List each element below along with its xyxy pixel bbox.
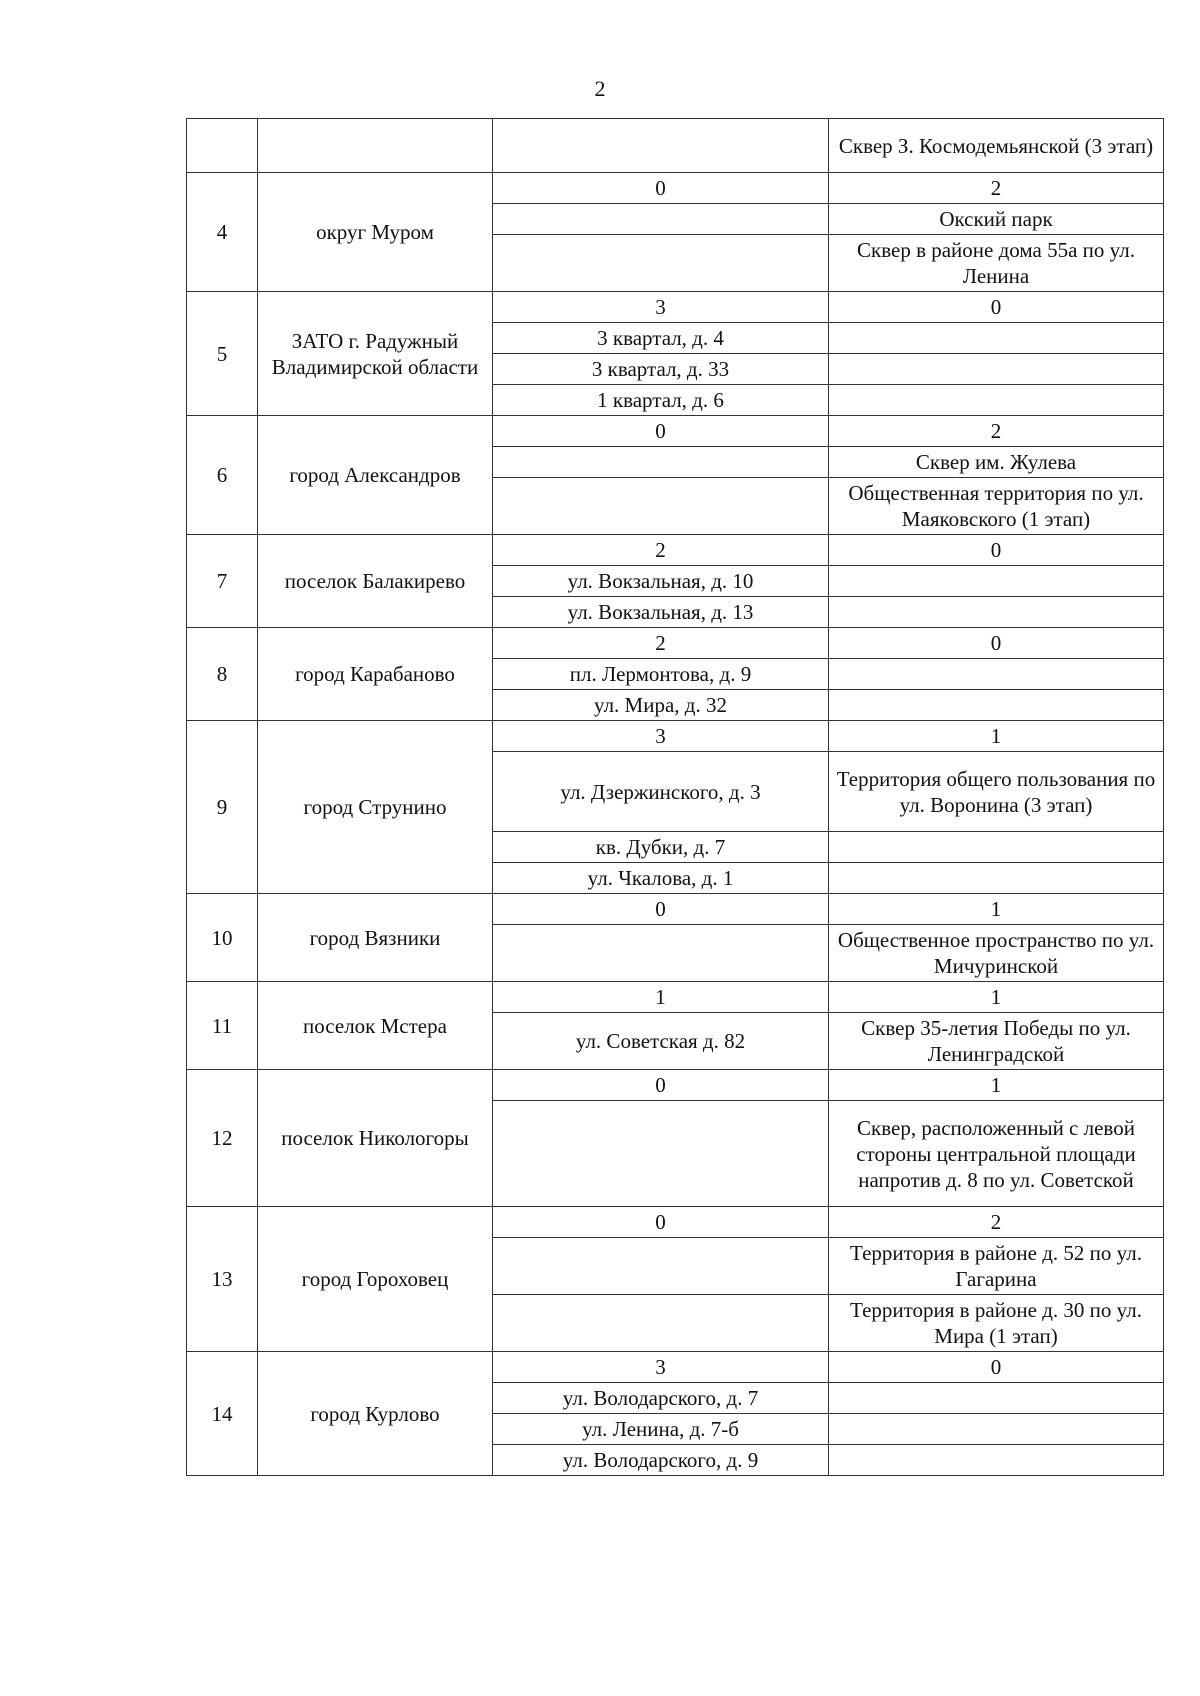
row-number: 6 xyxy=(187,416,258,535)
yards-count: 3 xyxy=(493,1352,829,1383)
table-row xyxy=(187,721,1164,752)
municipality-name: поселок Балакирево xyxy=(258,535,493,628)
yard-address: ул. Володарского, д. 7 xyxy=(493,1383,829,1414)
table-row xyxy=(187,1352,1164,1383)
table-row xyxy=(187,535,1164,566)
yard-address xyxy=(493,1101,829,1207)
table-row xyxy=(187,1070,1164,1101)
public-territory: Окский парк xyxy=(829,204,1164,235)
table-row xyxy=(187,119,1164,173)
municipality-name: город Гороховец xyxy=(258,1207,493,1352)
yard-address xyxy=(493,1295,829,1352)
public-count: 0 xyxy=(829,1352,1164,1383)
yard-address: ул. Вокзальная, д. 10 xyxy=(493,566,829,597)
yards-count: 2 xyxy=(493,628,829,659)
yards-count: 0 xyxy=(493,416,829,447)
yard-address xyxy=(493,119,829,173)
public-territory: Территория общего пользования по ул. Воронина (3 этап) xyxy=(829,752,1164,832)
row-number xyxy=(187,119,258,173)
public-count: 2 xyxy=(829,1207,1164,1238)
yard-address xyxy=(493,204,829,235)
public-territory xyxy=(829,385,1164,416)
municipality-name: город Струнино xyxy=(258,721,493,894)
page-number: 2 xyxy=(594,76,606,101)
yards-count: 2 xyxy=(493,535,829,566)
yard-address: 3 квартал, д. 33 xyxy=(493,354,829,385)
public-territory xyxy=(829,659,1164,690)
public-territory xyxy=(829,597,1164,628)
public-count: 2 xyxy=(829,416,1164,447)
municipality-name: ЗАТО г. Радужный Владимирской области xyxy=(258,292,493,416)
public-territory: Общественная территория по ул. Маяковского (1 этап) xyxy=(829,478,1164,535)
yard-address: ул. Чкалова, д. 1 xyxy=(493,863,829,894)
yard-address: ул. Дзержинского, д. 3 xyxy=(493,752,829,832)
yard-address xyxy=(493,235,829,292)
municipality-name: город Вязники xyxy=(258,894,493,982)
row-number: 8 xyxy=(187,628,258,721)
yard-address: кв. Дубки, д. 7 xyxy=(493,832,829,863)
municipality-name: город Александров xyxy=(258,416,493,535)
municipality-name xyxy=(258,119,493,173)
public-territory: Сквер им. Жулева xyxy=(829,447,1164,478)
table-row xyxy=(187,1207,1164,1238)
table-row xyxy=(187,416,1164,447)
public-territory xyxy=(829,863,1164,894)
public-territory: Общественное пространство по ул. Мичуринской xyxy=(829,925,1164,982)
public-territory: Территория в районе д. 52 по ул. Гагарина xyxy=(829,1238,1164,1295)
municipality-name: поселок Никологоры xyxy=(258,1070,493,1207)
yard-address: ул. Володарского, д. 9 xyxy=(493,1445,829,1476)
yard-address: ул. Вокзальная, д. 13 xyxy=(493,597,829,628)
yards-count: 3 xyxy=(493,721,829,752)
yards-count: 1 xyxy=(493,982,829,1013)
table-row xyxy=(187,292,1164,323)
public-count: 0 xyxy=(829,535,1164,566)
yard-address: ул. Мира, д. 32 xyxy=(493,690,829,721)
yard-address: 3 квартал, д. 4 xyxy=(493,323,829,354)
municipality-name: округ Муром xyxy=(258,173,493,292)
yard-address: ул. Советская д. 82 xyxy=(493,1013,829,1070)
public-territory xyxy=(829,832,1164,863)
yard-address xyxy=(493,925,829,982)
yard-address: 1 квартал, д. 6 xyxy=(493,385,829,416)
public-territory: Территория в районе д. 30 по ул. Мира (1 этап) xyxy=(829,1295,1164,1352)
public-territory: Сквер в районе дома 55а по ул. Ленина xyxy=(829,235,1164,292)
table-row xyxy=(187,894,1164,925)
public-territory: Сквер З. Космодемьянской (3 этап) xyxy=(829,119,1164,173)
public-territory xyxy=(829,690,1164,721)
public-territory xyxy=(829,1445,1164,1476)
public-territory: Сквер, расположенный с левой стороны центральной площади напротив д. 8 по ул. Советской xyxy=(829,1101,1164,1207)
public-count: 2 xyxy=(829,173,1164,204)
yards-count: 3 xyxy=(493,292,829,323)
municipality-name: город Курлово xyxy=(258,1352,493,1476)
row-number: 12 xyxy=(187,1070,258,1207)
public-territory xyxy=(829,1383,1164,1414)
table-row xyxy=(187,982,1164,1013)
row-number: 11 xyxy=(187,982,258,1070)
public-territory xyxy=(829,1414,1164,1445)
public-territory xyxy=(829,354,1164,385)
yard-address: пл. Лермонтова, д. 9 xyxy=(493,659,829,690)
public-territory: Сквер 35-летия Победы по ул. Ленинградской xyxy=(829,1013,1164,1070)
row-number: 4 xyxy=(187,173,258,292)
yard-address xyxy=(493,1238,829,1295)
row-number: 9 xyxy=(187,721,258,894)
table-row xyxy=(187,628,1164,659)
public-count: 1 xyxy=(829,894,1164,925)
municipality-name: город Карабаново xyxy=(258,628,493,721)
yard-address: ул. Ленина, д. 7-б xyxy=(493,1414,829,1445)
public-territory xyxy=(829,323,1164,354)
public-count: 0 xyxy=(829,628,1164,659)
yards-count: 0 xyxy=(493,1070,829,1101)
row-number: 7 xyxy=(187,535,258,628)
municipality-name: поселок Мстера xyxy=(258,982,493,1070)
row-number: 14 xyxy=(187,1352,258,1476)
yards-count: 0 xyxy=(493,1207,829,1238)
public-territory xyxy=(829,566,1164,597)
public-count: 1 xyxy=(829,721,1164,752)
row-number: 5 xyxy=(187,292,258,416)
yards-count: 0 xyxy=(493,894,829,925)
public-count: 0 xyxy=(829,292,1164,323)
yards-count: 0 xyxy=(493,173,829,204)
row-number: 10 xyxy=(187,894,258,982)
municipality-table xyxy=(186,118,1164,1476)
yard-address xyxy=(493,447,829,478)
public-count: 1 xyxy=(829,1070,1164,1101)
yard-address xyxy=(493,478,829,535)
table-row xyxy=(187,173,1164,204)
row-number: 13 xyxy=(187,1207,258,1352)
public-count: 1 xyxy=(829,982,1164,1013)
